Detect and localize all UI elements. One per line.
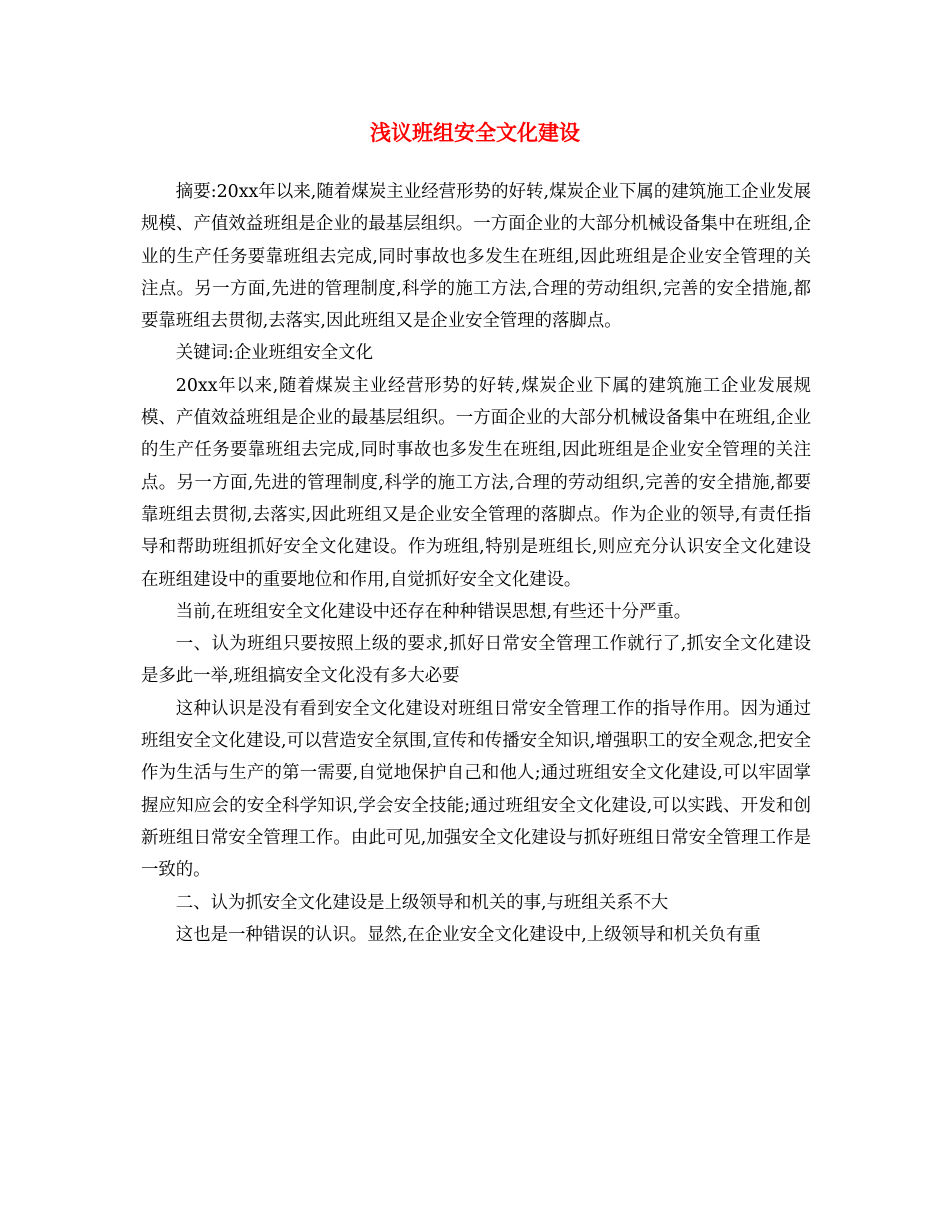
document-title: 浅议班组安全文化建设 — [370, 120, 580, 145]
paragraph-point-two-body: 这也是一种错误的认识。显然,在企业安全文化建设中,上级领导和机关负有重 — [175, 924, 761, 945]
paragraph-abstract: 摘要:20xx年以来,随着煤炭主业经营形势的好转,煤炭企业下属的建筑施工企业发展规模、产值效益班组是企业的最基层组织。一方面企业的大部分机械设备集中在班组,企业的生产任务要靠班组去完成,同时事故也多发生在班组,因此班组是企业安全管理的关注点。另一方面,先进的管理制度,科学的施工方法,合理的劳动组织,完善的安全措施,都要靠班组去贯彻,去落实,因此班组又是企业安全管理的落脚点。 — [141, 182, 811, 332]
paragraph-keywords: 关键词:企业班组安全文化 — [175, 343, 373, 364]
paragraph-point-one-body: 这种认识是没有看到安全文化建设对班组日常安全管理工作的指导作用。因为通过班组安全文化建设,可以营造安全氛围,宣传和传播安全知识,增强职工的安全观念,把安全作为生活与生产的第一需要,自觉地保护自己和他人;通过班组安全文化建设,可以牢固掌握应知应会的安全科学知识,学会安全技能;通过班组安全文化建设,可以实践、开发和创新班组日常安全管理工作。由此可见,加强安全文化建设与抓好班组日常安全管理工作是一致的。 — [141, 698, 811, 881]
paragraph-point-two-heading: 二、认为抓安全文化建设是上级领导和机关的事,与班组关系不大 — [175, 892, 669, 913]
document-body — [141, 176, 811, 951]
paragraph-current-issues: 当前,在班组安全文化建设中还存在种种错误思想,有些还十分严重。 — [175, 601, 692, 622]
paragraph-intro: 20xx年以来,随着煤炭主业经营形势的好转,煤炭企业下属的建筑施工企业发展规模、产值效益班组是企业的最基层组织。一方面企业的大部分机械设备集中在班组,企业的生产任务要靠班组去完成,同时事故也多发生在班组,因此班组是企业安全管理的关注点。另一方面,先进的管理制度,科学的施工方法,合理的劳动组织,完善的安全措施,都要靠班组去贯彻,去落实,因此班组又是企业安全管理的落脚点。作为企业的领导,有责任指导和帮助班组抓好安全文化建设。作为班组,特别是班组长,则应充分认识安全文化建设在班组建设中的重要地位和作用,自觉抓好安全文化建设。 — [141, 375, 811, 590]
paragraph-point-one-heading: 一、认为班组只要按照上级的要求,抓好日常安全管理工作就行了,抓安全文化建设是多此一举,班组搞安全文化没有多大必要 — [141, 634, 811, 687]
